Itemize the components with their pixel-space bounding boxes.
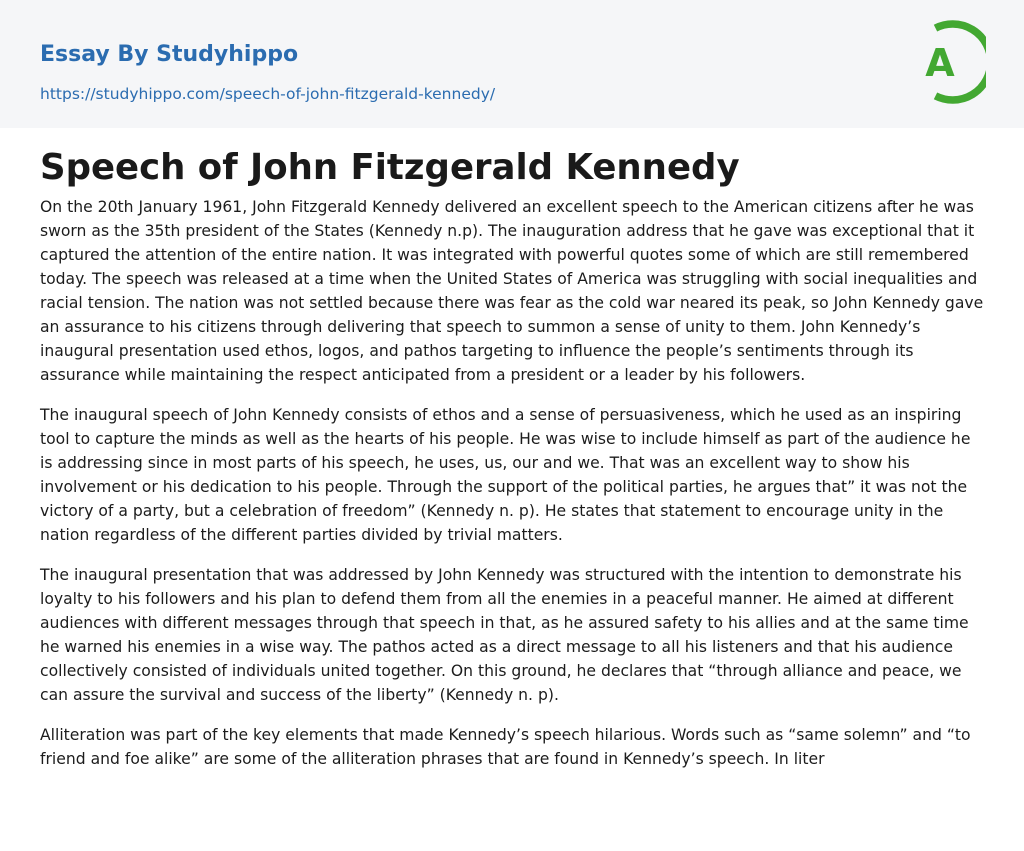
paragraph-3: The inaugural presentation that was addressed by John Kennedy was structured with the intention to demonstrate his loyalty to his followers and his plan to defend them from all the enemies in a peaceful manner. He aimed at different audiences with different messages through that speech in that, as he assured safety to his allies and at the same time he warned his enemies in a wise way. The pathos acted as a direct message to all his listeners and that his audience collectively consisted of individuals united together. On this ground, he declares that “through alliance and peace, we can assure the survival and success of the liberty” (Kennedy n. p). bbox=[40, 566, 969, 704]
essay-url-link[interactable]: https://studyhippo.com/speech-of-john-fitzgerald-kennedy/ bbox=[40, 85, 496, 103]
paragraph-2: The inaugural speech of John Kennedy consists of ethos and a sense of persuasiveness, which he used as an inspiring tool to capture the minds as well as the hearts of his people. He was wise to include himself as part of the audience he is addressing since in most parts of his speech, he uses, us, our and we. That was an excellent way to show his involvement or his dedication to his people. Through the support of the political parties, he argues that” it was not the victory of a party, but a celebration of freedom” (Kennedy n. p). He states that statement to encourage unity in the nation regardless of the different parties divided by trivial matters. bbox=[40, 406, 971, 544]
paragraph-1: On the 20th January 1961, John Fitzgerald Kennedy delivered an excellent speech to the American citizens after he was sworn as the 35th president of the States (Kennedy n.p). The inauguration address that he gave was exceptional that it captured the attention of the entire nation. It was integrated with powerful quotes some of which are still remembered today. The speech was released at a time when the United States of America was struggling with social inequalities and racial tension. The nation was not settled because there was fear as the cold war neared its peak, so John Kennedy gave an assurance to his citizens through delivering that speech to summon a sense of unity to them. John Kennedy’s inaugural presentation used ethos, logos, and pathos targeting to influence the people’s sentiments through its assurance while maintaining the respect anticipated from a president or a leader by his followers. bbox=[40, 198, 984, 384]
site-header bbox=[0, 0, 1024, 128]
paragraph-4: Alliteration was part of the key elements that made Kennedy’s speech hilarious. Words such as “same solemn” and “to friend and foe alike” are some of the alliteration phrases that are found in Kennedy’s speech. In liter bbox=[40, 726, 971, 768]
article bbox=[0, 148, 1024, 771]
studyhippo-logo-icon[interactable] bbox=[913, 19, 986, 105]
logo-letter: A bbox=[925, 41, 955, 85]
brand-title[interactable]: Essay By Studyhippo bbox=[40, 42, 299, 67]
page-title: Speech of John Fitzgerald Kennedy bbox=[40, 147, 740, 188]
